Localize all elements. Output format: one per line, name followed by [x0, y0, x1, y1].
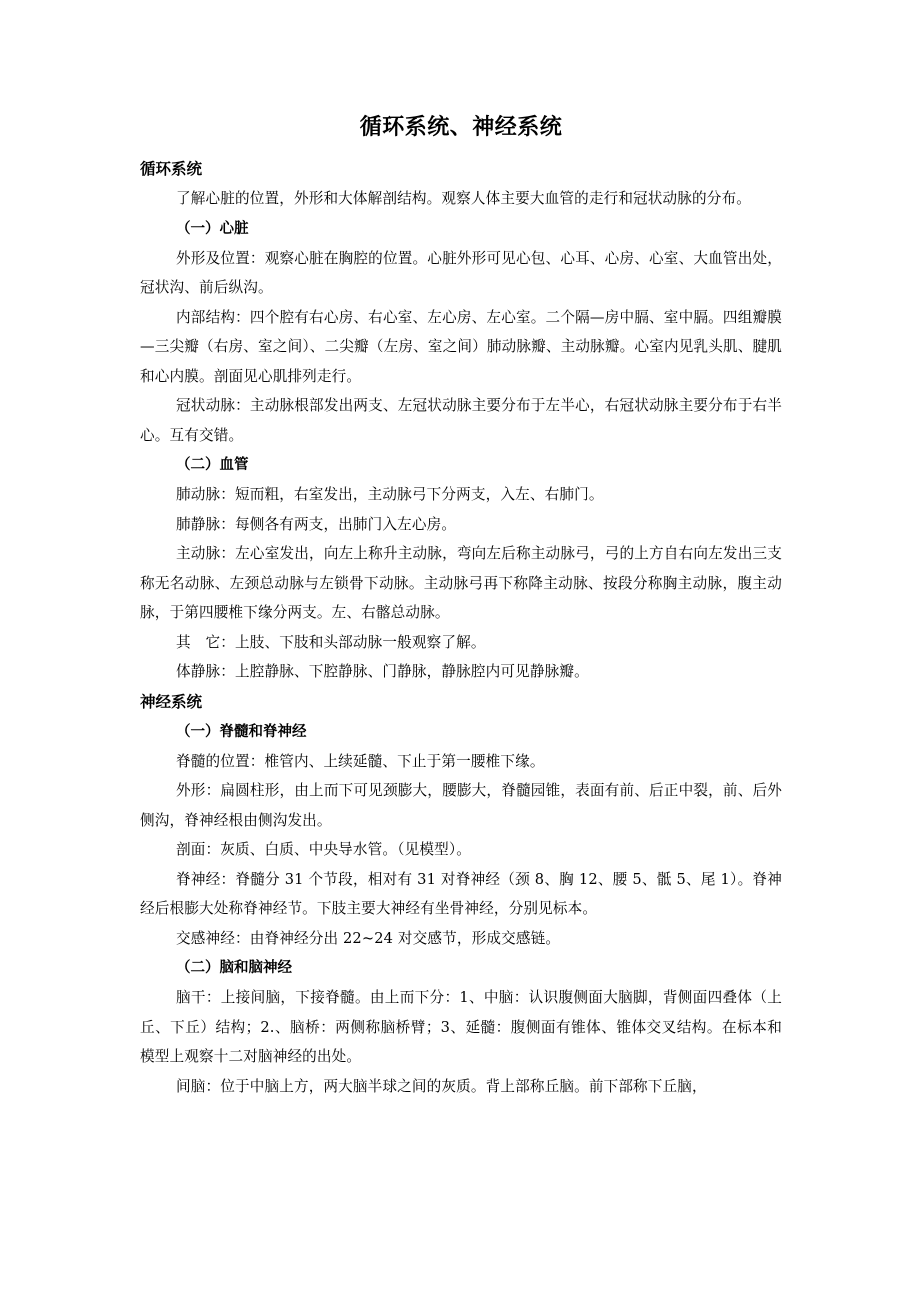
paragraph-spinal-shape: 外形：扁圆柱形，由上而下可见颈膨大，腰膨大，脊髓园锥，表面有前、后正中裂，前、后外侧沟，脊神经根由侧沟发出。	[140, 782, 782, 829]
paragraph-circulatory-intro: 了解心脏的位置，外形和大体解剖结构。观察人体主要大血管的走行和冠状动脉的分布。	[176, 190, 752, 207]
section-heading-circulatory: 循环系统	[140, 160, 203, 178]
paragraph-pulmonary-artery: 肺动脉：短而粗，右室发出，主动脉弓下分两支，入左、右肺门。	[176, 486, 604, 503]
paragraph-systemic-veins: 体静脉：上腔静脉、下腔静脉、门静脉，静脉腔内可见静脉瓣。	[176, 663, 589, 680]
paragraph-other-arteries: 其 它：上肢、下肢和头部动脉一般观察了解。	[176, 633, 486, 651]
subheading-brain: （二）脑和脑神经	[176, 960, 292, 976]
paragraph-spinal-nerves: 脊神经：脊髓分 31 个节段，相对有 31 对脊神经（颈 8、胸 12、腰 5、骶 5、尾 1）。脊神经后根膨大处称脊神经节。下肢主要大神经有坐骨神经，分别见标本。	[140, 870, 782, 917]
paragraph-diencephalon: 间脑：位于中脑上方，两大脑半球之间的灰质。背上部称丘脑。前下部称下丘脑，	[176, 1077, 707, 1095]
paragraph-heart-structure: 内部结构：四个腔有右心房、右心室、左心房、左心室。二个隔—房中膈、室中膈。四组瓣膜—三尖瓣（右房、室之间）、二尖瓣（左房、室之间）肺动脉瓣、主动脉瓣。心室内见乳头肌、腱肌和心内膜。剖面见心肌排列走行。	[140, 308, 782, 385]
paragraph-spinal-position: 脊髓的位置：椎管内、上续延髓、下止于第一腰椎下缘。	[176, 752, 545, 770]
section-heading-nervous: 神经系统	[140, 692, 203, 711]
paragraph-sympathetic-nerves: 交感神经：由脊神经分出 22~24 对交感节，形成交感链。	[176, 929, 561, 947]
paragraph-pulmonary-vein: 肺静脉：每侧各有两支，出肺门入左心房。	[176, 515, 457, 533]
subheading-heart: （一）心脏	[176, 220, 249, 237]
paragraph-aorta: 主动脉：左心室发出，向左上称升主动脉，弯向左后称主动脉弓，弓的上方自右向左发出三支称无名动脉、左颈总动脉与左锁骨下动脉。主动脉弓再下称降主动脉、按段分称胸主动脉，腹主动脉，于第四腰椎下缘分两支。左、右髂总动脉。	[140, 545, 782, 621]
paragraph-spinal-section: 剖面：灰质、白质、中央导水管。（见模型）。	[176, 841, 472, 858]
document-page	[140, 108, 782, 1101]
paragraph-heart-shape: 外形及位置：观察心脏在胸腔的位置。心脏外形可见心包、心耳、心房、心室、大血管出处，冠状沟、前后纵沟。	[140, 249, 782, 296]
paragraph-coronary-artery: 冠状动脉：主动脉根部发出两支、左冠状动脉主要分布于左半心，右冠状动脉主要分布于右半心。互有交错。	[140, 397, 782, 444]
document-title: 循环系统、神经系统	[359, 115, 563, 140]
paragraph-brainstem: 脑干：上接间脑，下接脊髓。由上而下分：1、中脑：认识腹侧面大脑脚，背侧面四叠体（上丘、下丘）结构；2.、脑桥：两侧称脑桥臂；3、延髓：腹侧面有锥体、锥体交叉结构。在标本和模型上观察十二对脑神经的出处。	[140, 989, 782, 1065]
subheading-spinal-cord: （一）脊髓和脊神经	[176, 723, 307, 740]
subheading-vessels: （二）血管	[176, 457, 249, 473]
